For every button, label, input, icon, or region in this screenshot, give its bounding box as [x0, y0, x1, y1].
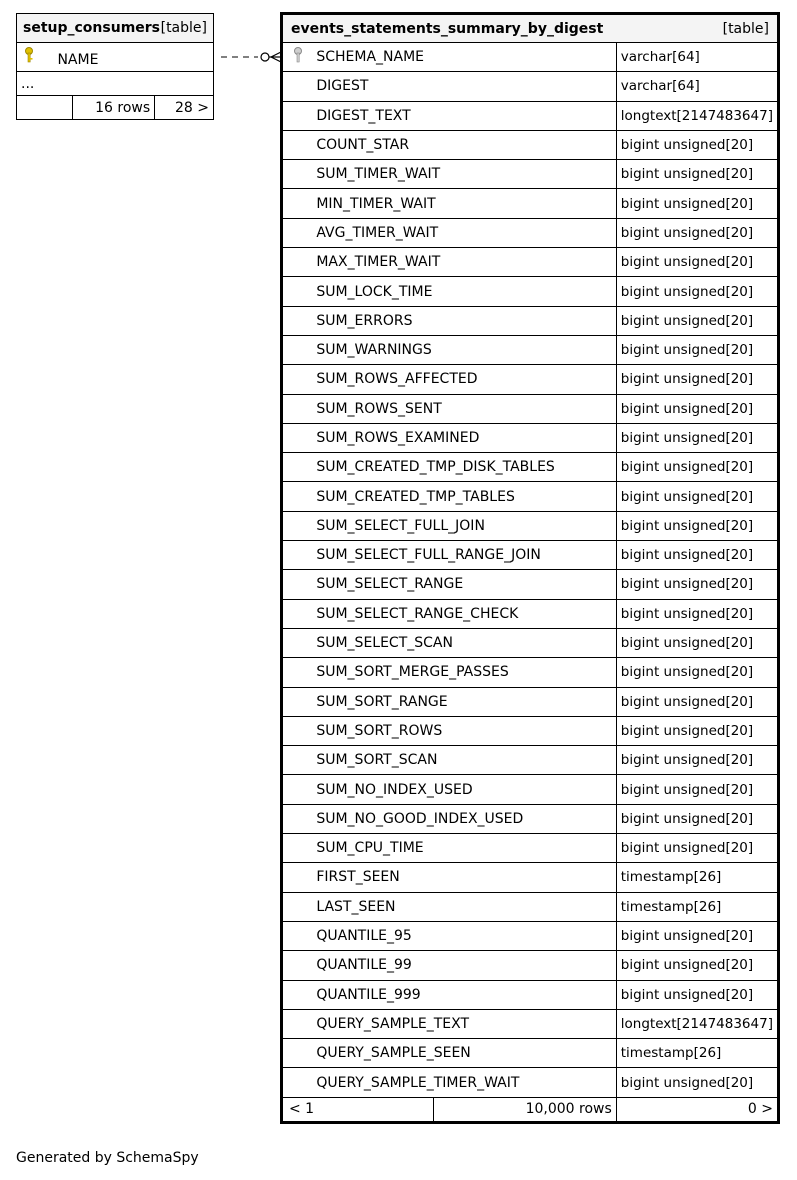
table-header [17, 14, 214, 43]
column-row[interactable] [282, 453, 779, 482]
column-row[interactable] [282, 863, 779, 892]
column-type: bigint unsigned[20] [616, 482, 778, 511]
column-name: SUM_ROWS_AFFECTED [312, 365, 616, 394]
column-type: bigint unsigned[20] [616, 834, 778, 863]
column-type: bigint unsigned[20] [616, 218, 778, 247]
column-type: bigint unsigned[20] [616, 365, 778, 394]
column-name: QUANTILE_99 [312, 951, 616, 980]
column-row[interactable] [282, 189, 779, 218]
column-type: bigint unsigned[20] [616, 1068, 778, 1097]
key-cell [282, 570, 313, 599]
key-cell [282, 775, 313, 804]
children-nav[interactable]: 28 > [155, 96, 214, 120]
column-type: bigint unsigned[20] [616, 804, 778, 833]
key-cell [282, 1039, 313, 1068]
table-kind: [table] [722, 20, 769, 37]
column-type: bigint unsigned[20] [616, 130, 778, 159]
column-row[interactable] [282, 834, 779, 863]
column-name: LAST_SEEN [312, 892, 616, 921]
column-row[interactable] [282, 570, 779, 599]
column-row[interactable] [282, 687, 779, 716]
column-row[interactable] [282, 892, 779, 921]
column-name: SUM_SELECT_SCAN [312, 628, 616, 657]
column-type: bigint unsigned[20] [616, 335, 778, 364]
key-cell [282, 687, 313, 716]
column-name: SUM_SELECT_RANGE [312, 570, 616, 599]
column-type: varchar[64] [616, 72, 778, 101]
column-name: FIRST_SEEN [312, 863, 616, 892]
key-cell [282, 453, 313, 482]
setup-consumers-table[interactable] [16, 13, 214, 120]
column-name: SUM_SELECT_FULL_RANGE_JOIN [312, 541, 616, 570]
column-type: bigint unsigned[20] [616, 248, 778, 277]
column-type: bigint unsigned[20] [616, 160, 778, 189]
column-type: bigint unsigned[20] [616, 189, 778, 218]
column-name: SUM_SORT_RANGE [312, 687, 616, 716]
parents-nav [17, 96, 73, 120]
column-type: longtext[2147483647] [616, 101, 778, 130]
key-cell [282, 628, 313, 657]
key-cell [282, 951, 313, 980]
parents-nav[interactable]: < 1 [283, 1098, 434, 1121]
column-type: bigint unsigned[20] [616, 570, 778, 599]
key-cell [282, 189, 313, 218]
primary-key-icon [23, 46, 53, 69]
column-name: SUM_TIMER_WAIT [312, 160, 616, 189]
column-name: SUM_WARNINGS [312, 335, 616, 364]
key-cell [282, 365, 313, 394]
key-cell [282, 482, 313, 511]
key-cell [282, 43, 313, 72]
key-cell [282, 746, 313, 775]
column-row[interactable] [282, 1068, 779, 1097]
key-cell [282, 716, 313, 745]
column-row[interactable] [282, 248, 779, 277]
key-cell [282, 306, 313, 335]
column-type: bigint unsigned[20] [616, 277, 778, 306]
key-cell [282, 394, 313, 423]
column-name: SUM_CREATED_TMP_TABLES [312, 482, 616, 511]
column-name: QUERY_SAMPLE_TIMER_WAIT [312, 1068, 616, 1097]
key-cell [282, 658, 313, 687]
column-name: SUM_NO_GOOD_INDEX_USED [312, 804, 616, 833]
table-footer [17, 96, 214, 120]
events-statements-summary-table[interactable] [280, 12, 780, 1124]
column-type: bigint unsigned[20] [616, 951, 778, 980]
column-row[interactable] [282, 1039, 779, 1068]
column-type: bigint unsigned[20] [616, 599, 778, 628]
column-type: bigint unsigned[20] [616, 658, 778, 687]
column-row[interactable] [282, 394, 779, 423]
column-row[interactable] [282, 482, 779, 511]
row-count: 16 rows [73, 96, 155, 120]
column-type: bigint unsigned[20] [616, 511, 778, 540]
column-row[interactable] [282, 365, 779, 394]
column-name: SUM_ROWS_SENT [312, 394, 616, 423]
column-type: bigint unsigned[20] [616, 687, 778, 716]
key-cell [282, 834, 313, 863]
column-row[interactable] [282, 921, 779, 950]
table-name[interactable]: events_statements_summary_by_digest [291, 20, 604, 37]
key-cell [282, 130, 313, 159]
column-name: AVG_TIMER_WAIT [312, 218, 616, 247]
column-name: SUM_SORT_MERGE_PASSES [312, 658, 616, 687]
key-cell [282, 892, 313, 921]
column-name: SUM_CPU_TIME [312, 834, 616, 863]
column-row[interactable] [282, 306, 779, 335]
column-row[interactable] [282, 628, 779, 657]
column-name: QUANTILE_95 [312, 921, 616, 950]
column-type: varchar[64] [616, 43, 778, 72]
column-name: SUM_ROWS_EXAMINED [312, 423, 616, 452]
column-name: QUANTILE_999 [312, 980, 616, 1009]
children-nav[interactable]: 0 > [616, 1097, 778, 1122]
column-row[interactable] [282, 951, 779, 980]
column-row[interactable] [282, 1009, 779, 1038]
column-row[interactable] [282, 101, 779, 130]
key-cell [282, 423, 313, 452]
column-name: COUNT_STAR [312, 130, 616, 159]
table-name[interactable]: setup_consumers [23, 20, 161, 36]
key-cell [282, 101, 313, 130]
column-type: timestamp[26] [616, 1039, 778, 1068]
column-row[interactable] [282, 277, 779, 306]
column-row[interactable] [282, 658, 779, 687]
column-row[interactable] [282, 43, 779, 72]
column-name: MAX_TIMER_WAIT [312, 248, 616, 277]
table-footer [282, 1097, 779, 1122]
key-cell [282, 160, 313, 189]
key-cell [282, 980, 313, 1009]
column-type: bigint unsigned[20] [616, 921, 778, 950]
column-row[interactable] [17, 43, 214, 72]
column-row[interactable] [282, 423, 779, 452]
column-row[interactable] [282, 746, 779, 775]
ellipsis-row [17, 72, 214, 96]
column-type: bigint unsigned[20] [616, 980, 778, 1009]
column-name: SUM_SELECT_RANGE_CHECK [312, 599, 616, 628]
column-name: DIGEST_TEXT [312, 101, 616, 130]
column-row[interactable] [282, 541, 779, 570]
column-type: timestamp[26] [616, 863, 778, 892]
column-row[interactable] [282, 218, 779, 247]
key-cell [282, 218, 313, 247]
key-cell [282, 1068, 313, 1097]
column-type: bigint unsigned[20] [616, 716, 778, 745]
column-row[interactable] [282, 599, 779, 628]
key-cell [282, 541, 313, 570]
column-row[interactable] [282, 716, 779, 745]
column-type: timestamp[26] [616, 892, 778, 921]
key-cell [282, 335, 313, 364]
column-name: SUM_SORT_SCAN [312, 746, 616, 775]
column-name: SUM_SELECT_FULL_JOIN [312, 511, 616, 540]
column-name: SCHEMA_NAME [312, 43, 616, 72]
key-cell [282, 921, 313, 950]
column-name: MIN_TIMER_WAIT [312, 189, 616, 218]
key-cell [282, 277, 313, 306]
column-row[interactable] [282, 335, 779, 364]
column-name: SUM_LOCK_TIME [312, 277, 616, 306]
column-type: bigint unsigned[20] [616, 628, 778, 657]
column-type: longtext[2147483647] [616, 1009, 778, 1038]
column-name: SUM_ERRORS [312, 306, 616, 335]
column-type: bigint unsigned[20] [616, 306, 778, 335]
table-header [282, 14, 779, 43]
column-row[interactable] [282, 775, 779, 804]
column-name: DIGEST [312, 72, 616, 101]
generated-by-footer[interactable]: Generated by SchemaSpy [16, 1150, 199, 1166]
column-name: SUM_NO_INDEX_USED [312, 775, 616, 804]
column-row[interactable] [282, 980, 779, 1009]
zero-cardinality-circle [261, 53, 269, 61]
column-type: bigint unsigned[20] [616, 775, 778, 804]
column-row[interactable] [282, 130, 779, 159]
column-name: NAME [57, 51, 99, 68]
key-cell [282, 511, 313, 540]
foreign-key-icon [292, 52, 304, 68]
column-type: bigint unsigned[20] [616, 423, 778, 452]
column-name: SUM_SORT_ROWS [312, 716, 616, 745]
key-cell [282, 248, 313, 277]
row-count: 10,000 rows [525, 1100, 612, 1117]
column-name: SUM_CREATED_TMP_DISK_TABLES [312, 453, 616, 482]
key-cell [282, 72, 313, 101]
key-cell [282, 863, 313, 892]
key-cell [282, 599, 313, 628]
column-type: bigint unsigned[20] [616, 394, 778, 423]
column-row[interactable] [282, 511, 779, 540]
column-type: bigint unsigned[20] [616, 453, 778, 482]
column-name: QUERY_SAMPLE_TEXT [312, 1009, 616, 1038]
key-cell [282, 1009, 313, 1038]
column-row[interactable] [282, 72, 779, 101]
column-name: QUERY_SAMPLE_SEEN [312, 1039, 616, 1068]
column-type: bigint unsigned[20] [616, 746, 778, 775]
ellipsis: ... [17, 72, 214, 96]
column-type: bigint unsigned[20] [616, 541, 778, 570]
column-row[interactable] [282, 160, 779, 189]
table-kind: [table] [160, 20, 207, 36]
key-cell [282, 804, 313, 833]
column-row[interactable] [282, 804, 779, 833]
